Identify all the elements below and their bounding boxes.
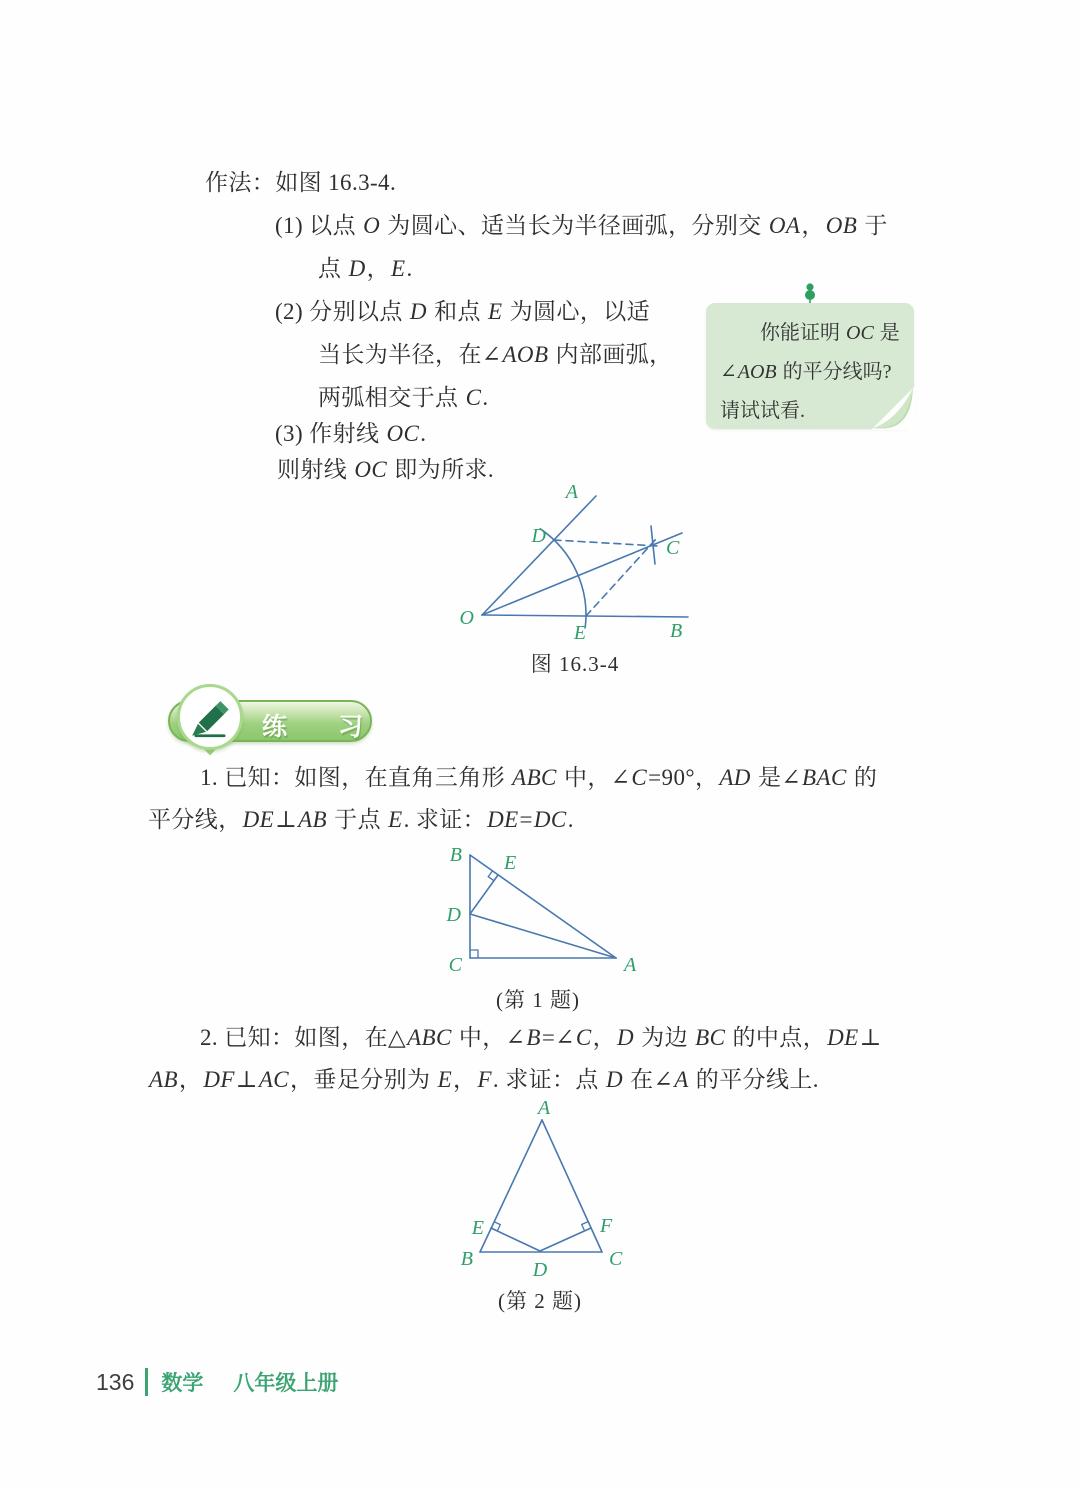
pencil-badge-circle xyxy=(177,684,243,750)
note-line-1: 你能证明 OC 是 xyxy=(760,322,900,344)
fig2-label-A: A xyxy=(537,1097,551,1119)
page-number: 136 xyxy=(96,1368,135,1395)
fig1-label-C: C xyxy=(448,954,462,976)
method-conclusion: 则射线 OC 即为所求. xyxy=(277,457,495,482)
pencil-icon xyxy=(180,687,240,747)
footer-divider xyxy=(145,1368,148,1396)
method-step1-l2: 点 D，E. xyxy=(318,256,413,281)
fig1-label-E: E xyxy=(504,852,517,874)
figure-problem2 xyxy=(440,1097,660,1281)
fig-label-A: A xyxy=(565,481,578,503)
fig2-label-D: D xyxy=(532,1259,548,1281)
fig-label-C: C xyxy=(666,537,680,559)
figure-problem1 xyxy=(430,842,680,977)
footer-subject: 数学 xyxy=(161,1372,204,1395)
fig1-label-A: A xyxy=(624,954,637,976)
note-line-2: ∠AOB 的平分线吗? xyxy=(720,361,892,383)
fig2-label-E: E xyxy=(471,1217,484,1239)
footer-book: 八年级上册 xyxy=(233,1372,339,1395)
fig2-label-B: B xyxy=(460,1248,473,1270)
figure-construction-caption: 图 16.3-4 xyxy=(530,652,620,676)
fig2-label-C: C xyxy=(609,1248,623,1270)
practice-label: 练 习 xyxy=(262,713,385,741)
problem2-line-1: 2. 已知：如图，在△ABC 中，∠B=∠C，D 为边 BC 的中点，DE⊥ xyxy=(200,1025,882,1050)
page-footer xyxy=(96,1366,338,1398)
note-line-3: 请试试看. xyxy=(720,400,805,422)
figure-problem1-caption: (第 1 题) xyxy=(496,988,580,1012)
figure-construction xyxy=(430,482,750,647)
sticky-note xyxy=(706,303,914,429)
figure-problem2-caption: (第 2 题) xyxy=(498,1289,582,1313)
fig2-label-F: F xyxy=(600,1215,613,1237)
problem1-line-1: 1. 已知：如图，在直角三角形 ABC 中，∠C=90°，AD 是∠BAC 的 xyxy=(200,765,878,790)
method-step3: (3) 作射线 OC. xyxy=(275,421,427,446)
method-step2-l2: 当长为半径，在∠AOB 内部画弧， xyxy=(318,342,673,367)
fig1-label-B: B xyxy=(449,844,462,866)
note-fold-corner xyxy=(871,386,915,430)
method-intro: 作法：如图 16.3-4. xyxy=(205,170,397,195)
fig-label-B: B xyxy=(670,620,683,642)
method-step2-l1: (2) 分别以点 D 和点 E 为圆心，以适 xyxy=(275,299,651,324)
method-step2-l3: 两弧相交于点 C. xyxy=(318,385,489,410)
problem2-line-2: AB，DF⊥AC，垂足分别为 E，F. 求证：点 D 在∠A 的平分线上. xyxy=(149,1067,819,1092)
fig1-label-D: D xyxy=(446,904,461,926)
method-step1-l1: (1) 以点 O 为圆心、适当长为半径画弧，分别交 OA，OB 于 xyxy=(275,213,888,238)
fig-label-D: D xyxy=(531,525,546,547)
fig-label-O: O xyxy=(459,607,474,629)
fig-label-E: E xyxy=(573,622,587,644)
problem1-line-2: 平分线，DE⊥AB 于点 E. 求证：DE=DC. xyxy=(148,807,574,832)
